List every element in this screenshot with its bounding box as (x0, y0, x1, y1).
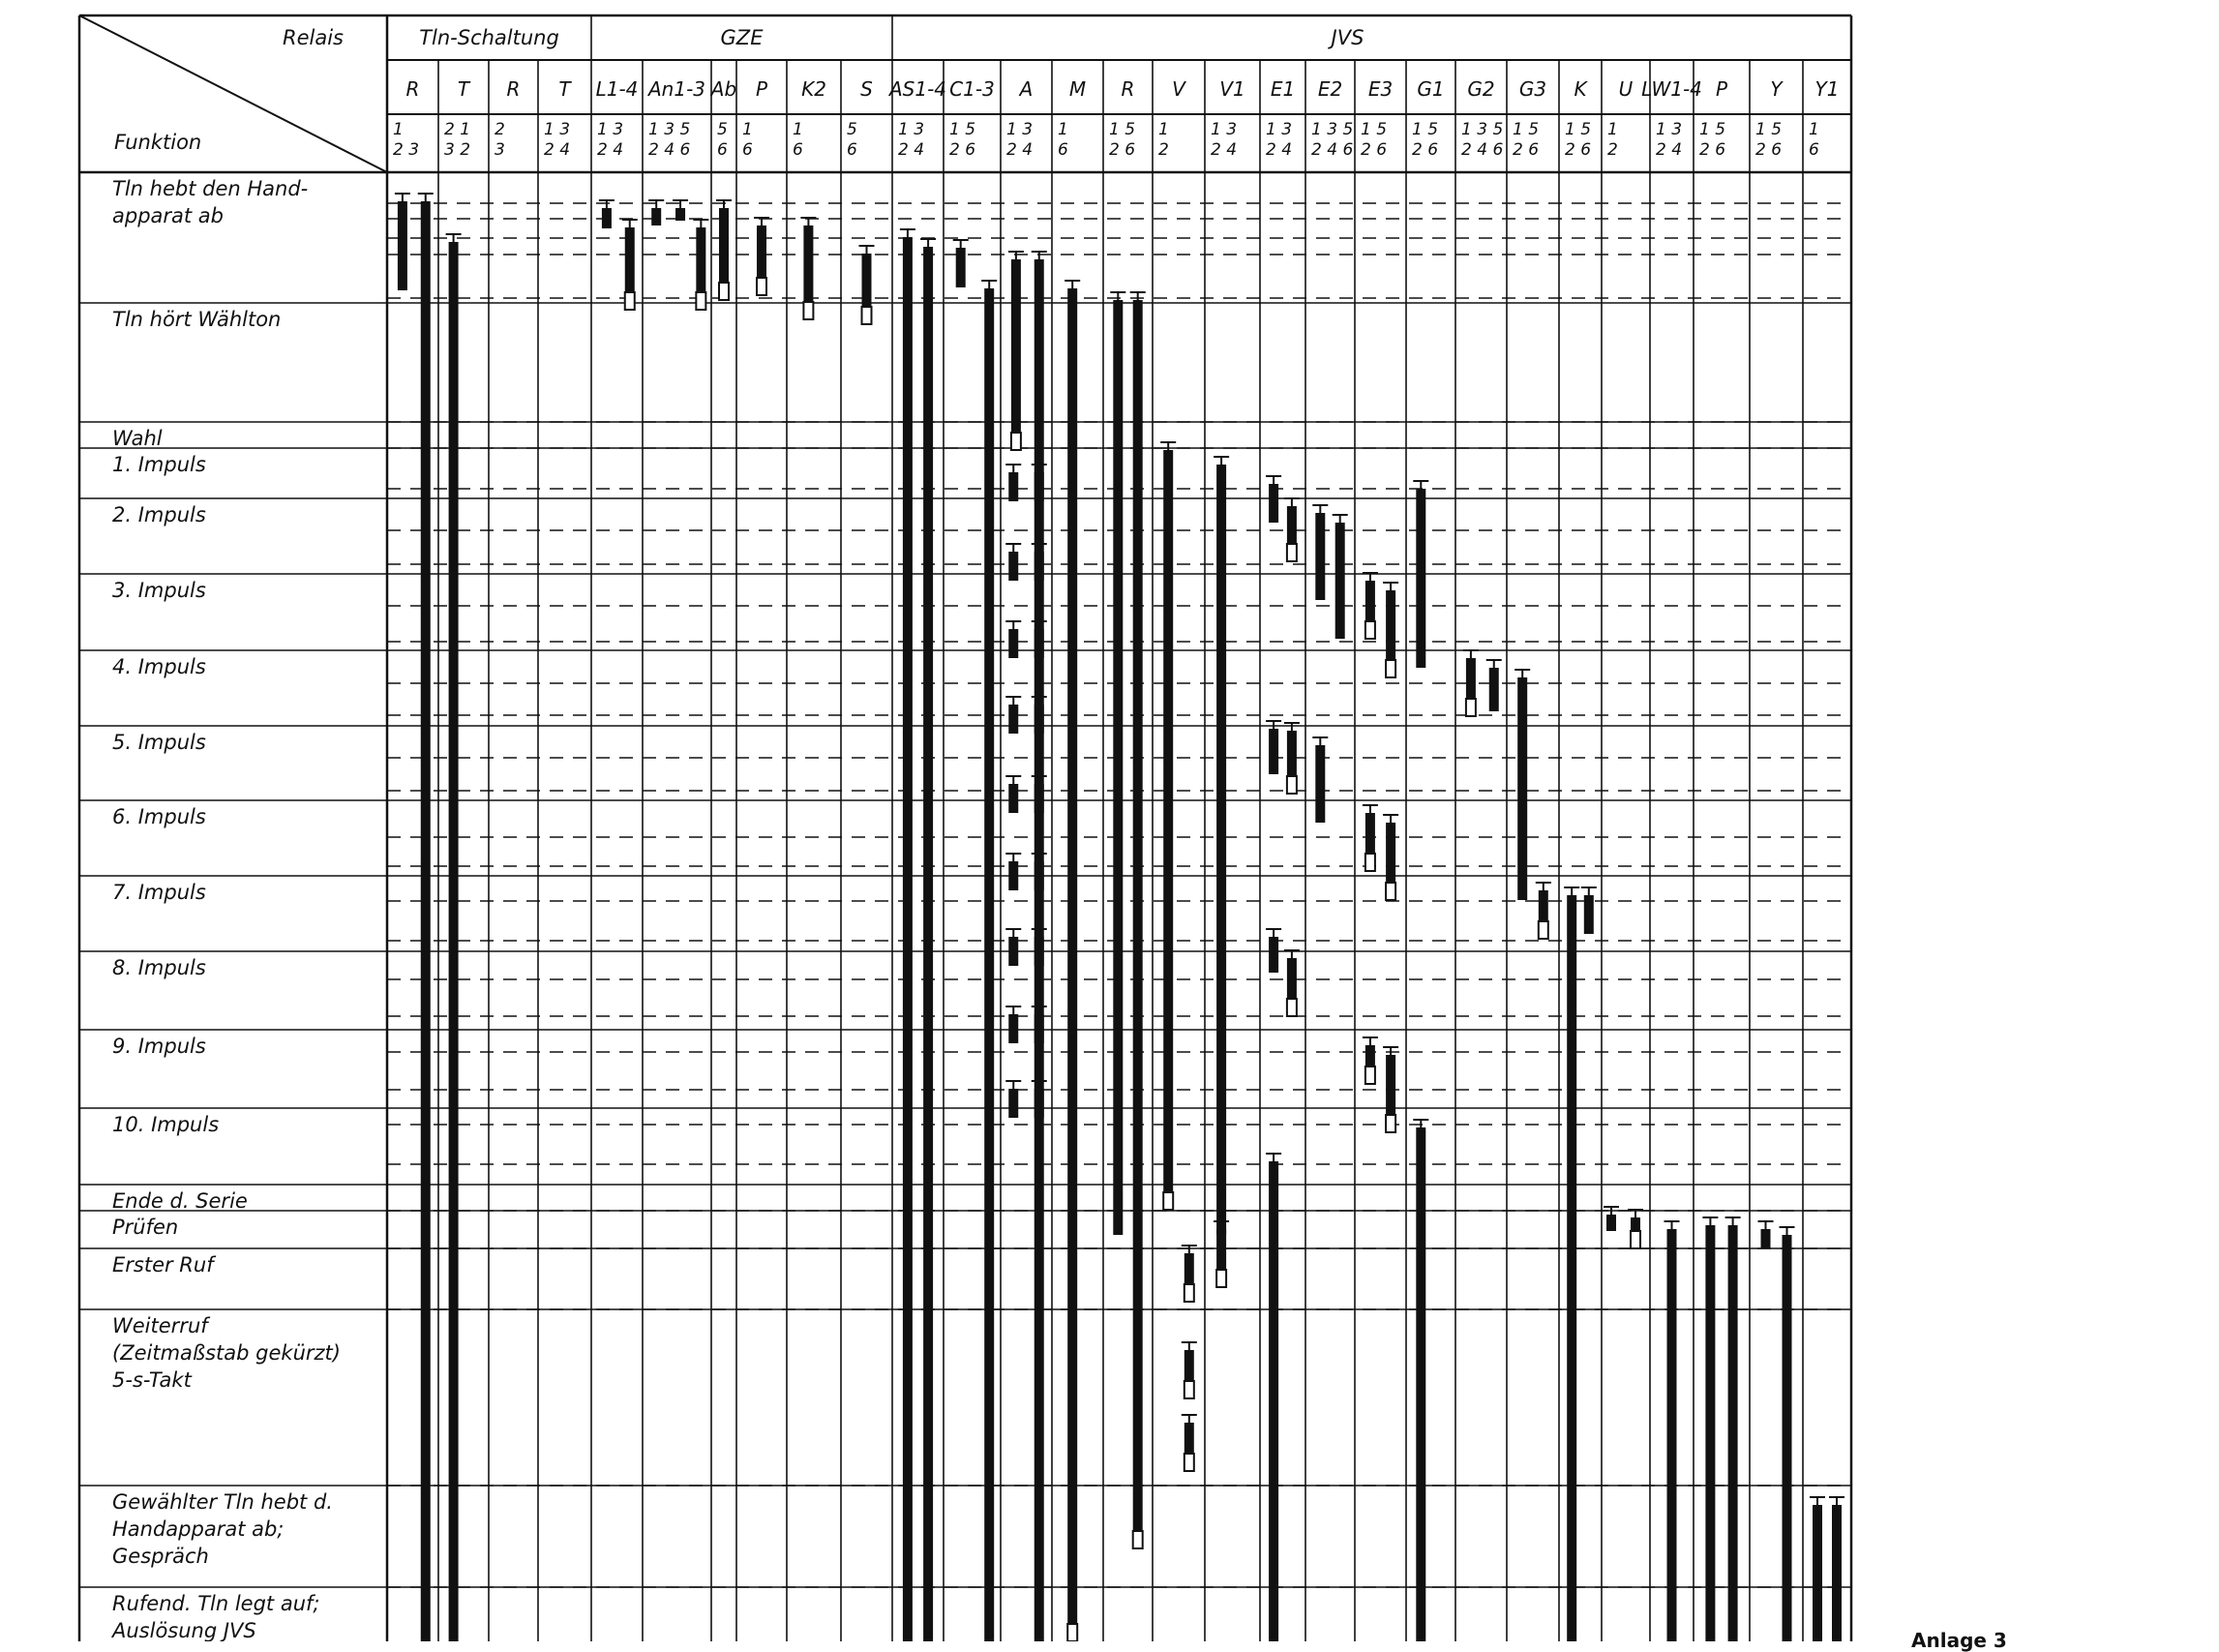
relay-bar (1416, 489, 1425, 668)
relay-pins: 2 (1607, 140, 1618, 160)
relay-name: R (506, 77, 521, 101)
relay-bar (719, 208, 729, 283)
relay-bar-release (1287, 544, 1297, 561)
relay-bar (1035, 1014, 1044, 1043)
function-label: 5-s-Takt (112, 1368, 192, 1392)
function-label: 4. Impuls (112, 655, 206, 678)
relay-name: P (1715, 77, 1728, 101)
corner-label-relais: Relais (283, 26, 344, 49)
function-label: Auslösung JVS (112, 1619, 256, 1641)
relay-bar (449, 242, 459, 1641)
relay-bar (1416, 1127, 1425, 1641)
function-label: 5. Impuls (112, 731, 206, 754)
relay-pins: 2 4 (1266, 140, 1293, 160)
relay-pins: 1 5 (1513, 120, 1540, 139)
relay-bar (602, 208, 612, 228)
relay-bar (1035, 861, 1044, 890)
relay-name: M (1068, 77, 1087, 101)
relay-pins: 1 3 (898, 120, 925, 139)
relay-name: T (558, 77, 571, 101)
relay-name: R (1121, 77, 1135, 101)
relay-pins: 1 5 (1361, 120, 1388, 139)
function-label: 10. Impuls (112, 1113, 220, 1136)
relay-bar (1315, 745, 1325, 823)
relay-bar (1365, 581, 1375, 621)
function-label: Wahl (112, 427, 163, 450)
relay-bar-release (1631, 1231, 1640, 1248)
relay-bar (1008, 937, 1018, 966)
relay-bar (1035, 705, 1044, 734)
relay-bar (1067, 288, 1077, 1624)
relay-bar (1269, 937, 1278, 973)
relay-pins: 2 6 (1412, 140, 1439, 160)
relay-bar (1386, 1055, 1395, 1115)
relay-bar (1489, 668, 1499, 711)
group-label: GZE (720, 26, 764, 49)
relay-bar-release (1287, 999, 1297, 1016)
relay-name: S (860, 77, 873, 101)
relay-bar (421, 201, 431, 1641)
relay-bar (1386, 590, 1395, 660)
relay-bar (1216, 465, 1226, 1235)
relay-bar (1365, 1045, 1375, 1066)
group-label: JVS (1331, 26, 1364, 49)
relay-pins: 1 5 (1109, 120, 1136, 139)
relay-bar-release (1184, 1454, 1194, 1471)
relay-pins: 1 3 (1656, 120, 1683, 139)
function-label: Rufend. Tln legt auf; (112, 1592, 320, 1615)
relay-bar (1517, 677, 1527, 900)
relay-pins: 1 3 (1006, 120, 1034, 139)
relay-pins: 2 3 (393, 140, 420, 160)
relay-bar-release (757, 278, 766, 295)
relay-bar (1832, 1505, 1842, 1641)
relay-pins: 2 6 (1513, 140, 1540, 160)
relay-pins: 1 5 (1412, 120, 1439, 139)
relay-bar-release (1386, 1115, 1395, 1132)
relay-bar (1667, 1229, 1677, 1641)
relay-name: AS1-4 (888, 77, 947, 101)
relay-pins: 1 5 (1755, 120, 1783, 139)
relay-pins: 6 (1809, 140, 1819, 160)
relay-pins: 2 4 (898, 140, 925, 160)
relay-name: U (1618, 77, 1634, 101)
relay-bar (1466, 658, 1476, 699)
relay-bar (1008, 705, 1018, 734)
relay-pins: 1 3 (1211, 120, 1238, 139)
relay-pins: 1 (393, 120, 404, 139)
relay-bar (1365, 813, 1375, 854)
relay-pins: 2 6 (1361, 140, 1388, 160)
relay-bar (1035, 937, 1044, 966)
relay-name: E1 (1270, 77, 1296, 101)
relay-pins: 5 (847, 120, 857, 139)
relay-bar (1386, 823, 1395, 883)
function-label: Weiterruf (112, 1314, 208, 1337)
function-label: 2. Impuls (112, 503, 206, 526)
relay-bar-release (719, 283, 729, 300)
relay-name: T (457, 77, 470, 101)
relay-bar-release (1184, 1284, 1194, 1302)
relay-bar (1539, 890, 1548, 921)
relay-bar-release (1163, 1192, 1173, 1210)
relay-bar (1008, 1089, 1018, 1118)
corner-label-funktion: Funktion (114, 131, 202, 154)
relay-bar-release (1386, 883, 1395, 900)
relay-bar (1163, 450, 1173, 1192)
relay-bar-release (1365, 621, 1375, 639)
relay-bar-release (1184, 1381, 1194, 1398)
relay-pins: 1 (1607, 120, 1618, 139)
relay-bar (1008, 629, 1018, 658)
relay-bar-release (696, 292, 705, 310)
function-label: Tln hört Wählton (112, 308, 282, 331)
relay-pins: 2 4 6 (1461, 140, 1504, 160)
relay-bar (1269, 1161, 1278, 1641)
relay-bar-release (1386, 660, 1395, 677)
relay-name: Y1 (1814, 77, 1840, 101)
relay-bar (1783, 1235, 1792, 1641)
relay-bar (1287, 958, 1297, 999)
relay-pins: 1 5 (1565, 120, 1592, 139)
relay-bar (1035, 629, 1044, 658)
relay-bar (1008, 552, 1018, 581)
relay-bar (1269, 729, 1278, 774)
function-label: Erster Ruf (112, 1253, 214, 1277)
relay-pins: 1 3 (544, 120, 571, 139)
function-label: Handapparat ab; (112, 1517, 285, 1541)
relay-bar (1035, 552, 1044, 581)
relay-pins: 2 (1158, 140, 1169, 160)
relay-pins: 2 6 (949, 140, 976, 160)
relay-bar-release (1067, 1624, 1077, 1641)
relay-pins: 2 4 (544, 140, 571, 160)
relay-pins: 2 4 6 (1311, 140, 1354, 160)
relay-bar (696, 227, 705, 292)
relay-pins: 2 4 (1656, 140, 1683, 160)
function-label: Gespräch (112, 1545, 209, 1568)
relay-pins: 1 3 (1266, 120, 1293, 139)
relay-name: P (755, 77, 768, 101)
relay-pins: 1 3 5 (1461, 120, 1504, 139)
relay-bar (862, 254, 872, 307)
relay-bar (1184, 1423, 1194, 1454)
relay-pins: 2 6 (1109, 140, 1136, 160)
function-label: (Zeitmaßstab gekürzt) (112, 1341, 341, 1365)
relay-bar (1035, 1089, 1044, 1118)
relay-bar (625, 227, 635, 292)
relay-bar (1335, 523, 1345, 639)
relay-pins: 2 6 (1699, 140, 1726, 160)
relay-bar (1035, 784, 1044, 813)
relay-bar (651, 208, 661, 225)
relay-bar-release (1133, 1531, 1143, 1548)
relay-pins: 1 3 5 (648, 120, 691, 139)
relay-name: E3 (1367, 77, 1394, 101)
table-text (110, 26, 1839, 1641)
relay-name: V (1172, 77, 1185, 101)
relay-pins: 6 (1058, 140, 1068, 160)
relay-pins: 1 3 (597, 120, 624, 139)
relay-name: An1-3 (647, 77, 706, 101)
relay-bar-release (1466, 699, 1476, 716)
relay-bar-release (862, 307, 872, 324)
relay-bar (1184, 1350, 1194, 1381)
relay-bar (1705, 1225, 1715, 1641)
relay-bar (675, 208, 685, 221)
function-label: 1. Impuls (112, 453, 206, 476)
relay-bar (1216, 1229, 1226, 1270)
relay-bar (1008, 1014, 1018, 1043)
relay-bar (956, 248, 966, 287)
relay-name: Ab (710, 77, 737, 101)
relay-pins: 2 4 6 (648, 140, 691, 160)
function-label: Ende d. Serie (112, 1189, 248, 1213)
relay-bar (1184, 1253, 1194, 1284)
group-label: Tln-Schaltung (419, 26, 559, 49)
relay-name: A (1019, 77, 1034, 101)
relay-bar-release (1287, 776, 1297, 794)
relay-name: R (405, 77, 420, 101)
function-label: 7. Impuls (112, 881, 206, 904)
relay-bar (984, 288, 994, 1641)
relay-bar-release (1011, 433, 1021, 450)
relay-bar (398, 201, 407, 290)
relay-pins: 6 (793, 140, 803, 160)
relay-bar (1287, 731, 1297, 776)
relay-pins: 2 1 (444, 120, 471, 139)
relay-bar (1008, 861, 1018, 890)
relay-pins: 2 4 (597, 140, 624, 160)
relay-bar (923, 247, 933, 1641)
relay-pins: 1 3 5 (1311, 120, 1354, 139)
relay-bar-release (1365, 854, 1375, 871)
relay-pins: 1 (1809, 120, 1819, 139)
relay-bar (1728, 1225, 1738, 1641)
function-label: Tln hebt den Hand- (112, 177, 309, 200)
relay-name: K2 (801, 77, 826, 101)
relay-bar (803, 225, 813, 302)
relay-bar (1315, 513, 1325, 600)
relay-activation-bars (395, 194, 1844, 1641)
function-label: 3. Impuls (112, 579, 206, 602)
relay-pins: 1 (1158, 120, 1169, 139)
relay-bar (1008, 784, 1018, 813)
relay-pins: 1 (742, 120, 753, 139)
relay-pins: 1 (793, 120, 803, 139)
relay-bar (1761, 1229, 1771, 1248)
relay-name: G1 (1417, 77, 1445, 101)
function-label: 6. Impuls (112, 805, 206, 828)
relay-name: L1-4 (595, 77, 639, 101)
relay-bar (1631, 1217, 1640, 1231)
relay-pins: 2 6 (1755, 140, 1783, 160)
archive-stamp: Anlage 3 (1911, 1629, 2007, 1652)
relay-pins: 1 5 (1699, 120, 1726, 139)
relay-name: K (1574, 77, 1587, 101)
relay-pins: 5 (717, 120, 728, 139)
function-label: apparat ab (112, 204, 225, 227)
relay-bar (1567, 895, 1576, 1641)
relay-name: Y (1770, 77, 1783, 101)
relay-name: C1-3 (949, 77, 995, 101)
relay-pins: 6 (847, 140, 857, 160)
relay-bar-release (625, 292, 635, 310)
relay-bar-release (1216, 1270, 1226, 1287)
relay-bar (1011, 259, 1021, 433)
relay-bar-release (1539, 921, 1548, 939)
relay-bar (1269, 484, 1278, 523)
relay-bar (1113, 300, 1123, 1235)
relay-pins: 3 (495, 140, 505, 160)
relay-bar (757, 225, 766, 278)
relay-pins: 6 (717, 140, 728, 160)
relay-pins: 1 5 (949, 120, 976, 139)
relay-pins: 6 (742, 140, 753, 160)
relay-name: G3 (1518, 77, 1547, 101)
relay-bar (1008, 472, 1018, 501)
function-label: Prüfen (112, 1216, 179, 1239)
relay-bar (1606, 1215, 1616, 1231)
relay-bar (1035, 472, 1044, 501)
relay-bar (1133, 300, 1143, 1531)
function-label: 8. Impuls (112, 956, 206, 979)
function-label: Gewählter Tln hebt d. (112, 1490, 333, 1514)
relay-bar-release (803, 302, 813, 319)
relay-bar (1287, 506, 1297, 544)
relay-bar (903, 237, 913, 1641)
relay-pins: 2 4 (1211, 140, 1238, 160)
relay-bar (1813, 1505, 1822, 1641)
relay-pins: 2 6 (1565, 140, 1592, 160)
relay-pins: 2 (495, 120, 505, 139)
function-label: 9. Impuls (112, 1035, 206, 1058)
relay-pins: 1 (1058, 120, 1068, 139)
relay-bar-release (1365, 1066, 1375, 1084)
relay-pins: 3 2 (444, 140, 471, 160)
relay-pins: 2 4 (1006, 140, 1034, 160)
relay-name: G2 (1467, 77, 1495, 101)
relay-name: V1 (1219, 77, 1245, 101)
relay-name: E2 (1317, 77, 1343, 101)
relay-name: LW1-4 (1641, 77, 1702, 101)
relay-bar (1584, 895, 1594, 934)
